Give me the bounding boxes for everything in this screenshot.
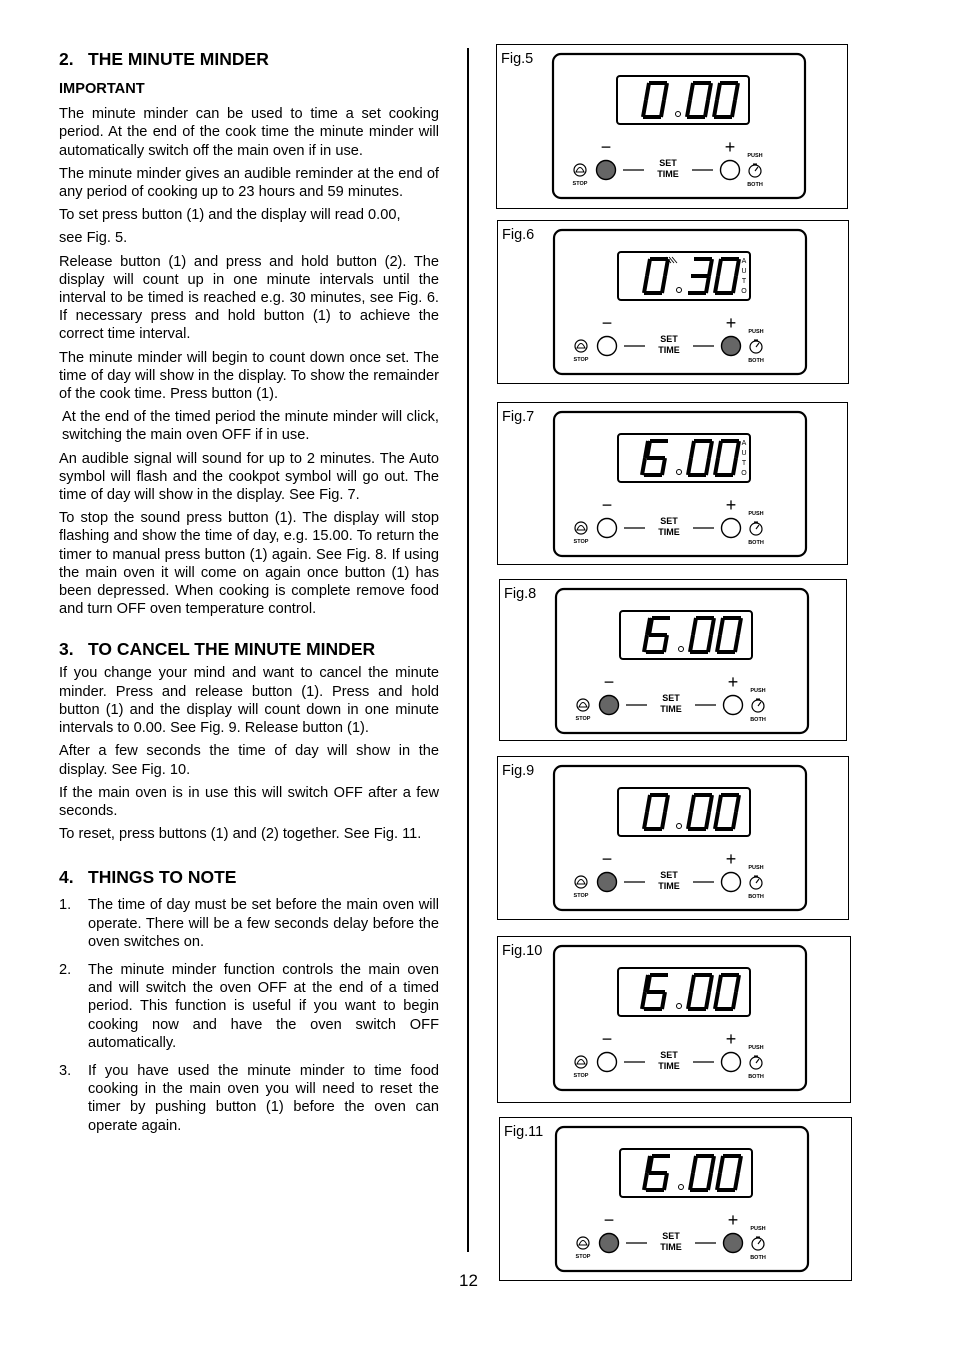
section-3-heading: 3. TO CANCEL THE MINUTE MINDER [59, 639, 376, 660]
list-item: 2. The minute minder function controls the main oven and will switch the oven OFF at the end of a timed period. This function is useful if you want to begin cooking now and have the oven switch OFF automatically. [59, 961, 439, 1051]
paragraph: Release button (1) and press and hold button (2). The display will count up in one minute intervals until the interval to be timed is reached e.g. 30 minutes, see Fig. 6. If necessary press and hold button (1) to achieve the correct time interval. [59, 253, 439, 343]
paragraph: The minute minder can be used to time a set cooking period. At the end of the cook time the minute minder will automatically switch off the main oven if in use. [59, 106, 439, 159]
auto-letter: T [741, 460, 747, 467]
timer-panel-graphic [500, 580, 848, 742]
both-label: BOTH [747, 182, 763, 188]
auto-letter: U [741, 450, 747, 457]
auto-letter: O [741, 470, 747, 477]
minus-label: − [601, 495, 613, 515]
figure-11 [499, 1117, 852, 1281]
push-label: PUSH [750, 1226, 766, 1232]
both-label: BOTH [750, 1255, 766, 1261]
plus-label: + [725, 313, 737, 333]
paragraph: The minute minder will begin to count down once set. The time of day will show in the display. To show the remainder of the cook time. Press button (1). [59, 349, 439, 403]
list-item: 1. The time of day must be set before the main oven will operate. There will be a few seconds delay before the oven switches on. [59, 897, 439, 950]
timer-panel-graphic [498, 757, 850, 921]
plus-button[interactable] [722, 519, 741, 538]
set-label: SET [660, 870, 678, 880]
plus-label: + [727, 1210, 739, 1230]
plus-label: + [724, 137, 736, 157]
time-label: TIME [658, 345, 680, 355]
minus-label: − [601, 849, 613, 869]
stop-label: STOP [575, 716, 591, 722]
plus-button[interactable] [722, 337, 741, 356]
paragraph: To stop the sound press button (1). The display will stop flashing and show the time of day, e.g. 15.00. To return the timer to manual press button (1) again. See Fig. 8. If using the main oven it will come on again once button (1) has been depressed. When cooking is complete remove food and turn OFF oven temperature control. [59, 510, 439, 618]
important-label: IMPORTANT [59, 81, 145, 97]
figure-9 [497, 756, 849, 920]
plus-label: + [725, 1029, 737, 1049]
plus-button[interactable] [724, 696, 743, 715]
both-label: BOTH [748, 358, 764, 364]
plus-button[interactable] [721, 161, 740, 180]
auto-letter: O [741, 288, 747, 295]
paragraph: At the end of the timed period the minute minder will click, switching the main oven OFF if in use. [62, 409, 439, 444]
paragraph: An audible signal will sound for up to 2 minutes. The Auto symbol will flash and the cookpot symbol will go out. The time of day will show in the display. See Fig. 7. [59, 450, 439, 504]
minus-label: − [600, 137, 612, 157]
text-column [59, 48, 439, 1145]
both-label: BOTH [748, 1074, 764, 1080]
figure-label: Fig.11 [504, 1124, 544, 1140]
time-label: TIME [660, 704, 682, 714]
time-label: TIME [658, 527, 680, 537]
paragraph: To reset, press buttons (1) and (2) together. See Fig. 11. [59, 826, 422, 843]
paragraph: If the main oven is in use this will switch OFF after a few seconds. [59, 784, 439, 819]
minus-button[interactable] [598, 1053, 617, 1072]
paragraph: The minute minder gives an audible reminder at the end of any period of cooking up to 23 hours and 59 minutes. [59, 165, 439, 201]
stop-label: STOP [573, 357, 589, 363]
figure-label: Fig.5 [501, 51, 534, 67]
stop-label: STOP [575, 1254, 591, 1260]
minus-button[interactable] [600, 1234, 619, 1253]
figure-8 [499, 579, 847, 741]
page-number: 12 [459, 1271, 478, 1290]
minus-label: − [601, 1029, 613, 1049]
minus-button[interactable] [598, 519, 617, 538]
timer-panel-graphic [498, 403, 849, 566]
figure-label: Fig.7 [502, 409, 535, 425]
set-label: SET [660, 334, 678, 344]
set-label: SET [660, 1050, 678, 1060]
both-label: BOTH [750, 717, 766, 723]
stop-label: STOP [572, 181, 588, 187]
figure-10 [497, 936, 851, 1103]
set-label: SET [659, 158, 677, 168]
plus-button[interactable] [722, 873, 741, 892]
timer-panel-graphic [497, 45, 849, 210]
minus-button[interactable] [600, 696, 619, 715]
stop-label: STOP [573, 1073, 589, 1079]
section-4 [59, 866, 439, 1134]
push-label: PUSH [748, 329, 764, 335]
plus-label: + [725, 849, 737, 869]
auto-letter: A [741, 258, 747, 265]
paragraph: To set press button (1) and the display will read 0.00, [59, 207, 401, 224]
figure-5 [496, 44, 848, 209]
notes-list [59, 896, 439, 1134]
time-label: TIME [658, 881, 680, 891]
both-label: BOTH [748, 540, 764, 546]
plus-label: + [725, 495, 737, 515]
push-label: PUSH [748, 865, 764, 871]
minus-label: − [603, 1210, 615, 1230]
paragraph: see Fig. 5. [59, 230, 128, 247]
plus-label: + [727, 672, 739, 692]
time-label: TIME [660, 1242, 682, 1252]
stop-label: STOP [573, 539, 589, 545]
push-label: PUSH [750, 688, 766, 694]
time-label: TIME [657, 169, 679, 179]
timer-panel-graphic [498, 937, 852, 1104]
set-label: SET [660, 516, 678, 526]
timer-panel-graphic [500, 1118, 853, 1282]
push-label: PUSH [747, 153, 763, 159]
figure-label: Fig.9 [502, 763, 535, 779]
plus-button[interactable] [724, 1234, 743, 1253]
figure-7 [497, 402, 848, 565]
section-4-heading: 4. THINGS TO NOTE [59, 867, 237, 888]
auto-letter: T [741, 278, 747, 285]
minus-label: − [601, 313, 613, 333]
column-divider [467, 48, 469, 1252]
auto-letter: U [741, 268, 747, 275]
figure-label: Fig.10 [502, 943, 543, 959]
minus-label: − [603, 672, 615, 692]
stop-label: STOP [573, 893, 589, 899]
minus-button[interactable] [598, 873, 617, 892]
set-label: SET [662, 1231, 680, 1241]
section-3 [59, 638, 439, 843]
plus-button[interactable] [722, 1053, 741, 1072]
push-label: PUSH [748, 511, 764, 517]
figure-label: Fig.6 [502, 227, 535, 243]
timer-panel-graphic [498, 221, 850, 385]
figure-6 [497, 220, 849, 384]
both-label: BOTH [748, 894, 764, 900]
paragraph: If you change your mind and want to cancel the minute minder. Press and release button (1). Press and hold button (1) and the display will count down in one minute intervals to 0.00. See Fig. 9. Release button (1). [59, 665, 439, 737]
list-item: 3. If you have used the minute minder to time food cooking in the main oven you will need to reset the timer by pushing button (1) before the oven can operate again. [59, 1062, 439, 1134]
auto-letter: A [741, 440, 747, 447]
section-2-heading: 2. THE MINUTE MINDER [59, 49, 269, 69]
time-label: TIME [658, 1061, 680, 1071]
minus-button[interactable] [597, 161, 616, 180]
paragraph: After a few seconds the time of day will show in the display. See Fig. 10. [59, 743, 439, 778]
push-label: PUSH [748, 1045, 764, 1051]
minus-button[interactable] [598, 337, 617, 356]
figure-label: Fig.8 [504, 586, 537, 602]
set-label: SET [662, 693, 680, 703]
